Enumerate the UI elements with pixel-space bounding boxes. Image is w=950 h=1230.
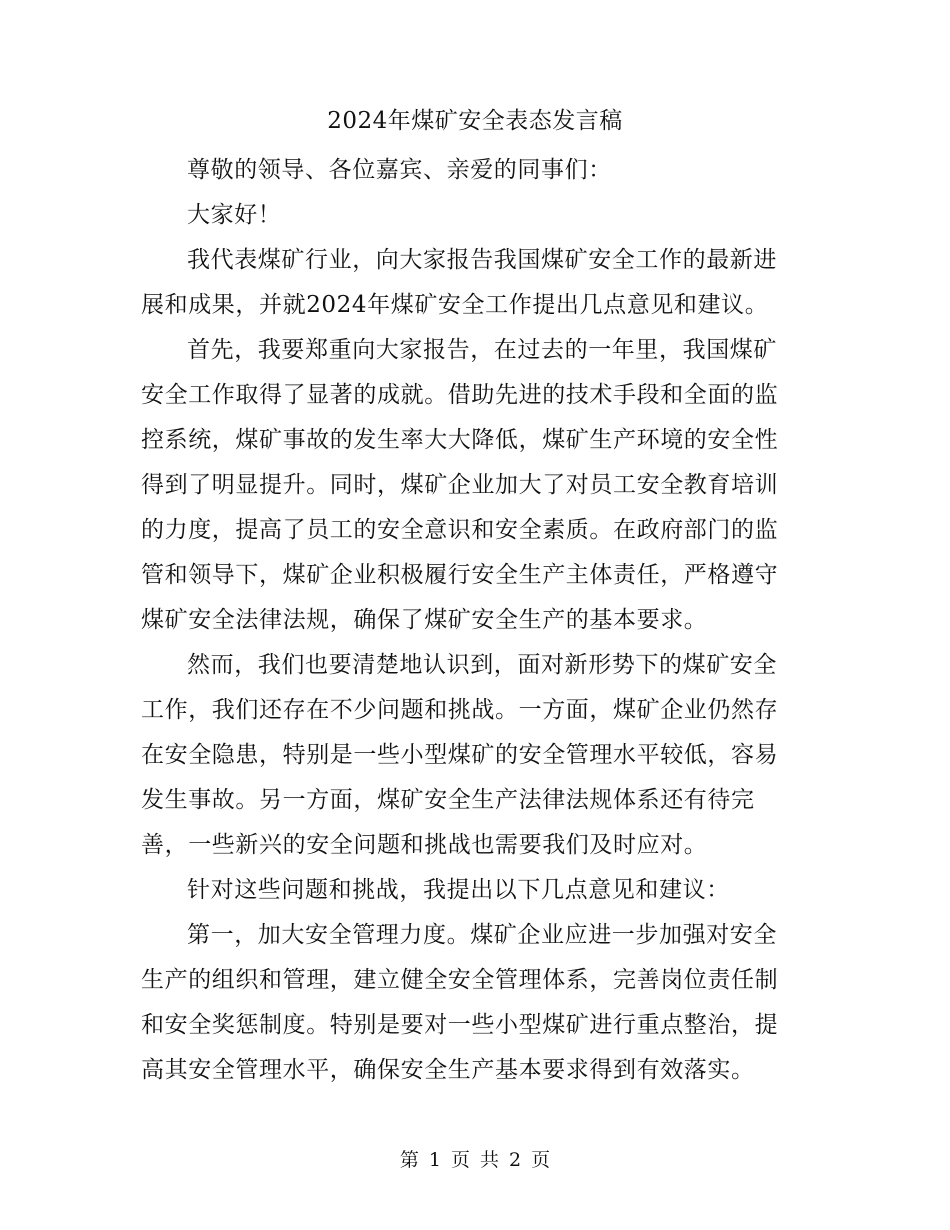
document-title: 2024年煤矿安全表态发言稿 [327, 108, 623, 134]
paragraph-suggestions-intro: 针对这些问题和挑战，我提出以下几点意见和建议： [187, 877, 730, 903]
paragraph-salutation: 尊敬的领导、各位嘉宾、亲爱的同事们： [187, 157, 612, 183]
document-body [141, 148, 797, 1093]
page-number-footer: 第 1 页 共 2 页 [399, 1149, 551, 1171]
paragraph-achievements: 首先，我要郑重向大家报告，在过去的一年里，我国煤矿安全工作取得了显著的成就。借助先进的技术手段和全面的监控系统，煤矿事故的发生率大大降低，煤矿生产环境的安全性得到了明显提升。同时，煤矿企业加大了对员工安全教育培训的力度，提高了员工的安全意识和安全素质。在政府部门的监管和领导下，煤矿企业积极履行安全生产主体责任，严格遵守煤矿安全法律法规，确保了煤矿安全生产的基本要求。 [141, 337, 779, 633]
paragraph-suggestion-one: 第一，加大安全管理力度。煤矿企业应进一步加强对安全生产的组织和管理，建立健全安全管理体系，完善岗位责任制和安全奖惩制度。特别是要对一些小型煤矿进行重点整治，提高其安全管理水平，确保安全生产基本要求得到有效落实。 [141, 922, 779, 1083]
paragraph-greeting: 大家好！ [187, 202, 282, 228]
paragraph-introduction: 我代表煤矿行业，向大家报告我国煤矿安全工作的最新进展和成果，并就2024年煤矿安全工作提出几点意见和建议。 [141, 247, 777, 318]
paragraph-challenges: 然而，我们也要清楚地认识到，面对新形势下的煤矿安全工作，我们还存在不少问题和挑战。一方面，煤矿企业仍然存在安全隐患，特别是一些小型煤矿的安全管理水平较低，容易发生事故。另一方面，煤矿安全生产法律法规体系还有待完善，一些新兴的安全问题和挑战也需要我们及时应对。 [141, 652, 779, 858]
